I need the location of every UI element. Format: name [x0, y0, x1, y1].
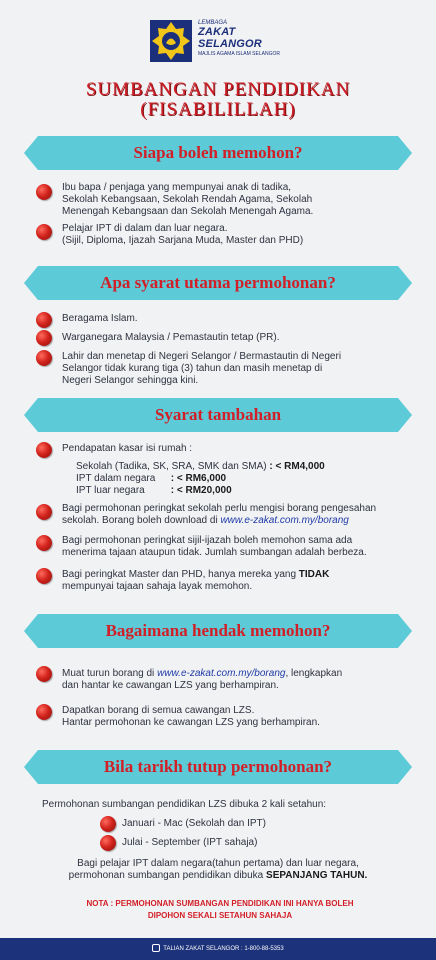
- bullet-icon: [36, 224, 52, 240]
- section-heading: Bila tarikh tutup permohonan?: [103, 757, 333, 776]
- section-banner-siapa: [38, 136, 398, 170]
- item-line: Negeri Selangor sehingga kini.: [62, 375, 199, 386]
- list-item: [62, 705, 412, 729]
- bullet-icon: [100, 816, 116, 832]
- section-heading: Syarat tambahan: [154, 405, 282, 424]
- item-line: Menengah Kebangsaan dan Sekolah Menengah Agama.: [62, 206, 314, 217]
- item-line: Bagi permohonan peringkat sijil-ijazah boleh memohon sama ada: [62, 535, 353, 546]
- section-heading: Apa syarat utama permohonan?: [100, 273, 336, 292]
- bullet-icon: [36, 568, 52, 584]
- bullet-icon: [36, 312, 52, 328]
- income-intro: Pendapatan kasar isi rumah :: [62, 443, 193, 454]
- item-text: , lengkapkan: [285, 668, 343, 679]
- item-text: Bagi peringkat Master dan PHD, hanya mereka yang: [62, 569, 299, 580]
- item-text: sekolah. Borang boleh download di: [62, 515, 221, 526]
- borang-link[interactable]: www.e-zakat.com.my/borang: [220, 515, 349, 526]
- title-line-2: (FISABILILLAH): [140, 99, 296, 120]
- section-heading: Siapa boleh memohon?: [133, 143, 303, 162]
- logo-line-2: ZAKAT SELANGOR: [198, 26, 262, 50]
- item-line: Pelajar IPT di dalam dan luar negara.: [62, 223, 228, 234]
- list-item: [62, 332, 412, 344]
- item-line: dan hantar ke cawangan LZS yang berhampiran.: [62, 680, 279, 691]
- item-line: Beragama Islam.: [62, 313, 138, 324]
- nota-line: NOTA : PERMOHONAN SUMBANGAN PENDIDIKAN INI HANYA BOLEH: [86, 899, 354, 908]
- bullet-icon: [100, 835, 116, 851]
- item-line: Hantar permohonan ke cawangan LZS yang berhampiran.: [62, 717, 320, 728]
- list-item: [62, 668, 412, 692]
- item-line: (Sijil, Diploma, Ijazah Sarjana Muda, Master dan PHD): [62, 235, 304, 246]
- open-intro: Permohonan sumbangan pendidikan LZS dibuka 2 kali setahun:: [42, 799, 327, 810]
- item-line: Lahir dan menetap di Negeri Selangor / Bermastautin di Negeri: [62, 351, 342, 362]
- section-banner-syarat-utama: [38, 266, 398, 300]
- borang-link[interactable]: www.e-zakat.com.my/borang: [157, 668, 286, 679]
- bullet-icon: [36, 504, 52, 520]
- income-value: : < RM6,000: [170, 473, 227, 484]
- list-item: [62, 569, 412, 593]
- item-line: Selangor tidak kurang tiga (3) tahun dan masih menetap di: [62, 363, 323, 374]
- income-value: : < RM4,000: [269, 461, 325, 472]
- item-line: menerima tajaan ataupun tidak. Jumlah sumbangan adalah berbeza.: [62, 547, 367, 558]
- income-block: [62, 443, 412, 497]
- item-line: Dapatkan borang di semua cawangan LZS.: [62, 705, 255, 716]
- item-line: mempunyai tajaan sahaja layak memohon.: [62, 581, 253, 592]
- list-item: [62, 503, 412, 527]
- title-line-1: SUMBANGAN PENDIDIKAN: [85, 79, 351, 100]
- zakat-selangor-emblem-icon: [146, 16, 196, 66]
- bullet-icon: [36, 442, 52, 458]
- item-line: Sekolah Kebangsaan, Sekolah Rendah Agama, Sekolah: [62, 194, 313, 205]
- section-banner-syarat-tambahan: [38, 398, 398, 432]
- note-line: Bagi pelajar IPT dalam negara(tahun pertama) dan luar negara,: [77, 858, 359, 869]
- open-period: Januari - Mac (Sekolah dan IPT): [122, 818, 266, 829]
- income-label: IPT dalam negara: [76, 473, 156, 484]
- ipt-note: [30, 858, 406, 882]
- open-period: Julai - September (IPT sahaja): [122, 837, 258, 848]
- list-item: [62, 535, 412, 559]
- item-line: Warganegara Malaysia / Pemastautin tetap (PR).: [62, 332, 280, 343]
- note-bold: SEPANJANG TAHUN.: [266, 870, 368, 881]
- logo: [146, 16, 296, 66]
- footer: [0, 938, 436, 960]
- list-item: [62, 313, 412, 325]
- phone-icon: [152, 944, 160, 952]
- list-item: [62, 182, 412, 218]
- note-text: permohonan sumbangan pendidikan dibuka: [68, 870, 267, 881]
- item-line: Bagi permohonan peringkat sekolah perlu mengisi borang pengesahan: [62, 503, 377, 514]
- bullet-icon: [36, 666, 52, 682]
- item-bold: TIDAK: [298, 569, 330, 580]
- bullet-icon: [36, 330, 52, 346]
- item-line: Ibu bapa / penjaga yang mempunyai anak di tadika,: [62, 182, 292, 193]
- bullet-icon: [36, 535, 52, 551]
- item-text: Muat turun borang di: [62, 668, 158, 679]
- footer-text: TALIAN ZAKAT SELANGOR : 1-800-88-5353: [163, 946, 284, 952]
- section-banner-bila-tarikh: [38, 750, 398, 784]
- nota: [50, 898, 390, 922]
- section-banner-bagaimana: [38, 614, 398, 648]
- logo-line-3: MAJLIS AGAMA ISLAM SELANGOR: [198, 51, 280, 57]
- income-label: IPT luar negara: [76, 485, 145, 496]
- nota-line: DIPOHON SEKALI SETAHUN SAHAJA: [147, 911, 293, 920]
- bullet-icon: [36, 704, 52, 720]
- income-label: Sekolah (Tadika, SK, SRA, SMK dan SMA): [76, 461, 267, 472]
- bullet-icon: [36, 184, 52, 200]
- logo-line-1: LEMBAGA: [198, 20, 228, 26]
- section-heading: Bagaimana hendak memohon?: [105, 621, 331, 640]
- list-item: [62, 223, 412, 247]
- list-item: [62, 351, 412, 387]
- bullet-icon: [36, 350, 52, 366]
- income-value: : < RM20,000: [170, 485, 232, 496]
- page-title: [0, 80, 436, 120]
